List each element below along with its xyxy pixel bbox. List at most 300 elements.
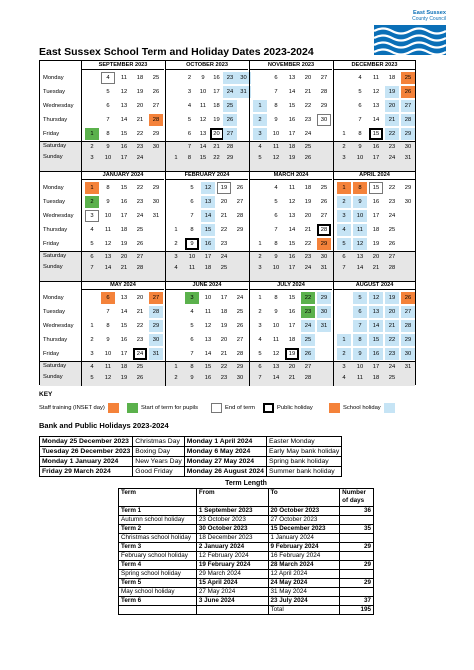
day-cell: 13 <box>120 295 128 301</box>
term-from: 23 October 2023 <box>196 516 268 525</box>
day-cell: 18 <box>220 309 228 315</box>
day-cell: 23 <box>136 199 144 205</box>
day-cell: 23 <box>136 144 144 150</box>
day-cell: 29 <box>149 320 163 332</box>
day-cell: 14 <box>356 265 364 271</box>
day-cell: 27 <box>304 364 312 370</box>
term-days: 35 <box>340 525 374 534</box>
day-cell: 24 <box>388 213 396 219</box>
day-cell: 5 <box>190 323 194 329</box>
term-name: Spring school holiday <box>119 570 197 579</box>
day-cell: 29 <box>401 334 415 346</box>
day-cell: 9 <box>201 75 205 81</box>
day-cell: 24 <box>304 131 312 137</box>
day-cell: 17 <box>288 323 296 329</box>
term-to: 24 May 2024 <box>268 579 340 588</box>
day-cell: 8 <box>353 334 367 346</box>
bank-holidays-title: Bank and Public Holidays 2023-2024 <box>39 421 169 430</box>
day-cell: 6 <box>90 254 94 260</box>
day-cell: 5 <box>190 185 194 191</box>
table-row <box>119 597 374 606</box>
day-cell: 14 <box>104 265 112 271</box>
key-school-holiday <box>329 403 395 413</box>
day-cell: 15 <box>201 224 215 236</box>
day-cell: 25 <box>136 364 144 370</box>
day-cell: 25 <box>301 334 315 346</box>
day-cell: 30 <box>236 375 244 381</box>
term-name: Term 5 <box>119 579 197 588</box>
term-days <box>340 588 374 597</box>
month-name: JUNE 2024 <box>166 281 248 290</box>
holiday-date: Monday 26 August 2024 <box>184 467 266 477</box>
term-from: 15 April 2024 <box>196 579 268 588</box>
day-cell: 13 <box>288 213 296 219</box>
day-cell: 25 <box>401 72 415 84</box>
term-to: 20 October 2023 <box>268 507 340 516</box>
day-cell: 21 <box>120 265 128 271</box>
day-cell: 12 <box>353 238 367 250</box>
day-cell: 10 <box>104 155 112 161</box>
day-cell: 20 <box>136 103 144 109</box>
day-cell: 5 <box>90 375 94 381</box>
month-7 <box>333 171 415 281</box>
day-cell: 7 <box>353 320 367 332</box>
day-cell: 12 <box>272 155 280 161</box>
month-6 <box>249 171 332 281</box>
day-cell: 29 <box>236 227 244 233</box>
day-cell: 30 <box>404 199 412 205</box>
day-cell: 16 <box>288 309 296 315</box>
day-cell: 15 <box>204 364 212 370</box>
day-cell: 23 <box>136 337 144 343</box>
key-legend <box>39 403 419 415</box>
day-cell: 1 <box>258 295 262 301</box>
key-title: KEY <box>39 391 53 398</box>
month-name: OCTOBER 2023 <box>166 61 248 70</box>
day-cell: 14 <box>288 89 296 95</box>
term-to: 12 April 2024 <box>268 570 340 579</box>
day-cell: 23 <box>388 199 396 205</box>
key-term-start <box>127 403 198 413</box>
day-cell: 20 <box>372 254 380 260</box>
day-cell: 29 <box>236 364 244 370</box>
weekday-label: Friday <box>43 351 60 357</box>
term-days: 36 <box>340 507 374 516</box>
day-cell: 20 <box>220 199 228 205</box>
month-4 <box>81 171 164 281</box>
day-cell: 27 <box>152 103 160 109</box>
day-cell: 16 <box>372 144 380 150</box>
day-cell: 14 <box>199 144 207 150</box>
term-days: 37 <box>340 597 374 606</box>
term-from: 18 December 2023 <box>196 534 268 543</box>
day-cell: 12 <box>120 89 128 95</box>
day-cell: 15 <box>288 103 296 109</box>
month-3 <box>333 61 415 171</box>
day-cell: 20 <box>288 364 296 370</box>
day-cell: 15 <box>120 131 128 137</box>
holiday-name: Good Friday <box>133 467 184 477</box>
day-cell: 25 <box>320 185 328 191</box>
day-cell: 28 <box>388 265 396 271</box>
day-cell: 1 <box>337 182 351 194</box>
day-cell: 17 <box>372 364 380 370</box>
day-cell: 6 <box>187 131 192 137</box>
day-cell: 7 <box>274 227 278 233</box>
day-cell: 16 <box>120 337 128 343</box>
day-cell: 30 <box>317 306 331 318</box>
day-cell: 15 <box>288 295 296 301</box>
table-row <box>40 457 342 467</box>
table-row <box>119 534 374 543</box>
day-cell: 17 <box>120 213 128 219</box>
day-cell: 17 <box>288 265 296 271</box>
term-to: 27 October 2023 <box>268 516 340 525</box>
day-cell: 10 <box>356 364 364 370</box>
weekday-label: Wednesday <box>43 103 74 109</box>
day-cell: 2 <box>342 144 346 150</box>
day-cell: 14 <box>120 117 128 123</box>
day-cell: 24 <box>236 295 244 301</box>
day-cell: 6 <box>274 213 278 219</box>
day-cell: 5 <box>258 351 262 357</box>
day-cell: 13 <box>199 131 207 137</box>
month-name: JANUARY 2024 <box>82 171 164 180</box>
day-cell: 29 <box>152 185 160 191</box>
swatch-thin-box <box>211 403 222 413</box>
month-name: DECEMBER 2023 <box>334 61 415 70</box>
day-cell: 29 <box>401 128 415 140</box>
day-cell: 29 <box>404 185 412 191</box>
day-cell: 19 <box>136 89 144 95</box>
logo-line1: East Sussex <box>413 10 446 16</box>
day-cell: 3 <box>253 128 267 140</box>
month-0 <box>81 61 164 171</box>
day-cell: 23 <box>220 375 228 381</box>
month-11 <box>333 281 415 386</box>
day-cell: 13 <box>201 196 215 208</box>
day-cell: 1 <box>342 131 346 137</box>
weekday-label: Saturday <box>43 143 67 149</box>
day-cell: 14 <box>204 351 212 357</box>
day-cell: 1 <box>337 334 351 346</box>
day-cell: 14 <box>201 210 215 222</box>
day-cell: 26 <box>401 292 415 304</box>
day-cell: 20 <box>136 295 144 301</box>
month-name: APRIL 2024 <box>334 171 415 180</box>
th-to: To <box>268 489 340 507</box>
term-from: 30 October 2023 <box>196 525 268 534</box>
term-name: Term 3 <box>119 543 197 552</box>
day-cell: 18 <box>213 103 220 109</box>
day-cell: 25 <box>136 227 144 233</box>
key-label: End of term <box>225 405 255 411</box>
day-cell: 22 <box>136 323 144 329</box>
day-cell: 20 <box>304 213 312 219</box>
day-cell: 6 <box>353 306 367 318</box>
day-cell: 21 <box>288 375 296 381</box>
day-cell: 1 <box>90 323 94 329</box>
day-cell: 14 <box>372 117 380 123</box>
day-cell: 2 <box>337 196 351 208</box>
day-cell: 15 <box>120 323 128 329</box>
day-cell: 28 <box>149 306 163 318</box>
day-cell: 8 <box>106 323 110 329</box>
day-cell: 30 <box>149 334 163 346</box>
day-cell: 19 <box>385 86 399 98</box>
day-cell: 6 <box>342 254 346 260</box>
day-cell: 25 <box>388 375 396 381</box>
day-cell: 23 <box>301 306 315 318</box>
month-8 <box>81 281 164 386</box>
term-length-table <box>118 488 374 615</box>
day-cell: 26 <box>136 241 144 247</box>
day-cell: 11 <box>272 337 280 343</box>
day-cell: 11 <box>356 375 364 381</box>
table-row <box>119 561 374 570</box>
month-1 <box>165 61 248 171</box>
day-cell: 4 <box>90 364 94 370</box>
day-cell: 4 <box>187 103 192 109</box>
logo-line2: County Council <box>412 16 446 22</box>
day-cell: 12 <box>104 241 112 247</box>
waves-icon <box>374 25 446 55</box>
day-cell: 18 <box>372 375 380 381</box>
day-cell: 7 <box>258 375 262 381</box>
day-cell: 10 <box>356 155 364 161</box>
day-cell: 6 <box>101 292 115 304</box>
day-cell: 10 <box>353 210 367 222</box>
table-row <box>119 525 374 534</box>
day-cell: 26 <box>301 348 315 360</box>
day-cell: 31 <box>317 320 331 332</box>
day-cell: 22 <box>385 128 399 140</box>
day-cell: 8 <box>106 131 110 137</box>
day-cell: 15 <box>369 128 383 140</box>
day-cell: 28 <box>149 114 163 126</box>
day-cell: 19 <box>385 292 399 304</box>
key-staff-training <box>39 403 119 413</box>
day-cell: 25 <box>152 75 160 81</box>
day-cell: 29 <box>317 292 331 304</box>
day-cell: 9 <box>274 309 278 315</box>
day-cell: 7 <box>106 309 110 315</box>
day-cell: 27 <box>320 213 328 219</box>
day-cell: 30 <box>237 72 251 84</box>
weekday-label: Tuesday <box>43 309 66 315</box>
day-cell: 7 <box>106 117 110 123</box>
term-days: 29 <box>340 561 374 570</box>
day-cell: 30 <box>320 254 328 260</box>
day-cell: 20 <box>385 100 399 112</box>
weekday-label: Monday <box>43 75 64 81</box>
day-cell: 1 <box>174 155 178 161</box>
day-cell: 29 <box>152 131 160 137</box>
day-cell: 14 <box>120 309 128 315</box>
day-cell: 6 <box>358 103 362 109</box>
day-cell: 11 <box>272 144 280 150</box>
weekday-label: Tuesday <box>43 89 66 95</box>
weekday-label: Sunday <box>43 264 63 270</box>
swatch-orange <box>329 403 340 413</box>
calendar-block <box>40 61 415 171</box>
day-cell: 21 <box>304 227 312 233</box>
day-cell: 26 <box>223 114 237 126</box>
day-cell: 2 <box>174 241 178 247</box>
month-name: NOVEMBER 2023 <box>250 61 332 70</box>
day-cell: 20 <box>220 337 228 343</box>
day-cell: 19 <box>220 323 228 329</box>
term-name: Christmas school holiday <box>119 534 197 543</box>
day-cell: 5 <box>358 89 362 95</box>
day-cell: 22 <box>136 185 144 191</box>
day-cell: 12 <box>372 89 380 95</box>
day-cell: 18 <box>304 185 312 191</box>
day-cell: 2 <box>90 337 94 343</box>
day-cell: 19 <box>372 241 380 247</box>
holiday-date: Monday 27 May 2024 <box>184 457 266 467</box>
month-5 <box>165 171 248 281</box>
day-cell: 30 <box>152 199 160 205</box>
term-length <box>118 480 374 615</box>
table-row <box>119 588 374 597</box>
day-cell: 28 <box>236 213 244 219</box>
day-cell: 25 <box>304 144 312 150</box>
day-cell: 1 <box>85 182 99 194</box>
holiday-name: Easter Monday <box>266 437 341 447</box>
day-cell: 18 <box>288 337 296 343</box>
day-cell: 22 <box>304 241 312 247</box>
weekday-label: Monday <box>43 185 64 191</box>
day-cell: 9 <box>274 254 278 260</box>
holiday-date: Monday 1 April 2024 <box>184 437 266 447</box>
key-label: School holiday <box>343 405 381 411</box>
day-cell: 28 <box>226 144 234 150</box>
day-cell: 24 <box>388 364 396 370</box>
day-cell: 20 <box>385 306 399 318</box>
day-cell: 12 <box>199 117 207 123</box>
day-cell: 16 <box>288 117 296 123</box>
term-to: 23 July 2024 <box>268 597 340 606</box>
day-cell: 8 <box>187 155 192 161</box>
day-cell: 31 <box>404 155 412 161</box>
day-cell: 9 <box>190 375 194 381</box>
holiday-name: Summer bank holiday <box>266 467 341 477</box>
day-cell: 3 <box>90 351 94 357</box>
day-cell: 26 <box>320 199 328 205</box>
key-end-of-term <box>211 403 255 413</box>
term-from: 1 September 2023 <box>196 507 268 516</box>
day-cell: 31 <box>320 265 328 271</box>
day-cell: 7 <box>190 213 194 219</box>
weekday-label: Sunday <box>43 154 63 160</box>
month-name: MAY 2024 <box>82 281 164 290</box>
day-cell: 3 <box>342 155 346 161</box>
term-name: Term 1 <box>119 507 197 516</box>
day-cell: 10 <box>104 351 112 357</box>
table-row <box>119 570 374 579</box>
day-cell: 28 <box>304 375 312 381</box>
day-cell: 2 <box>253 114 267 126</box>
day-cell: 3 <box>258 265 262 271</box>
day-cell: 21 <box>136 117 144 123</box>
term-days: 29 <box>340 579 374 588</box>
term-name <box>119 606 197 615</box>
day-cell: 11 <box>104 227 112 233</box>
term-to: 1 January 2024 <box>268 534 340 543</box>
day-cell: 26 <box>236 185 244 191</box>
day-cell: 11 <box>372 75 380 81</box>
weekday-label: Friday <box>43 131 60 137</box>
holiday-name: Early May bank holiday <box>266 447 341 457</box>
day-cell: 19 <box>285 348 299 360</box>
day-cell: 29 <box>317 238 331 250</box>
holiday-name: Spring bank holiday <box>266 457 341 467</box>
day-cell: 1 <box>253 100 267 112</box>
holiday-date: Friday 29 March 2024 <box>40 467 133 477</box>
day-cell: 27 <box>236 199 244 205</box>
day-cell: 10 <box>104 213 112 219</box>
table-row <box>40 447 342 457</box>
bank-holidays-table <box>39 436 342 477</box>
day-cell: 4 <box>174 265 178 271</box>
day-cell: 27 <box>149 292 163 304</box>
key-public-holiday <box>263 403 313 413</box>
day-cell: 30 <box>401 348 415 360</box>
day-cell: 5 <box>353 292 367 304</box>
th-days: Number of days <box>340 489 374 507</box>
term-days <box>340 534 374 543</box>
term-length-title: Term Length <box>225 480 267 487</box>
day-cell: 4 <box>101 72 115 84</box>
term-days <box>340 552 374 561</box>
day-cell: 9 <box>106 337 110 343</box>
day-cell: 21 <box>220 351 228 357</box>
day-cell: 13 <box>369 306 383 318</box>
day-cell: 27 <box>388 254 396 260</box>
day-cell: 15 <box>120 185 128 191</box>
day-cell: 20 <box>304 75 312 81</box>
holiday-name: Boxing Day <box>133 447 184 457</box>
table-row <box>119 579 374 588</box>
day-cell: 27 <box>136 254 144 260</box>
day-cell: 16 <box>201 238 215 250</box>
day-cell: 11 <box>120 75 128 81</box>
day-cell: 26 <box>304 155 312 161</box>
month-9 <box>165 281 248 386</box>
day-cell: 7 <box>187 144 192 150</box>
day-cell: 2 <box>258 309 262 315</box>
day-cell: 31 <box>152 213 160 219</box>
swatch-blue <box>384 403 395 413</box>
term-to: 9 February 2024 <box>268 543 340 552</box>
day-cell: 31 <box>237 86 251 98</box>
day-cell: 22 <box>388 185 396 191</box>
day-cell: 12 <box>288 199 296 205</box>
term-from: 12 February 2024 <box>196 552 268 561</box>
day-cell: 28 <box>236 351 244 357</box>
table-row <box>119 606 374 615</box>
day-cell: 12 <box>201 182 215 194</box>
table-row <box>40 437 342 447</box>
day-cell: 13 <box>288 75 296 81</box>
month-name: AUGUST 2024 <box>334 281 415 290</box>
day-cell: 9 <box>185 238 199 250</box>
weekday-label: Wednesday <box>43 323 74 329</box>
day-cell: 23 <box>385 348 399 360</box>
day-cell: 11 <box>288 185 296 191</box>
day-cell: 17 <box>120 351 128 357</box>
